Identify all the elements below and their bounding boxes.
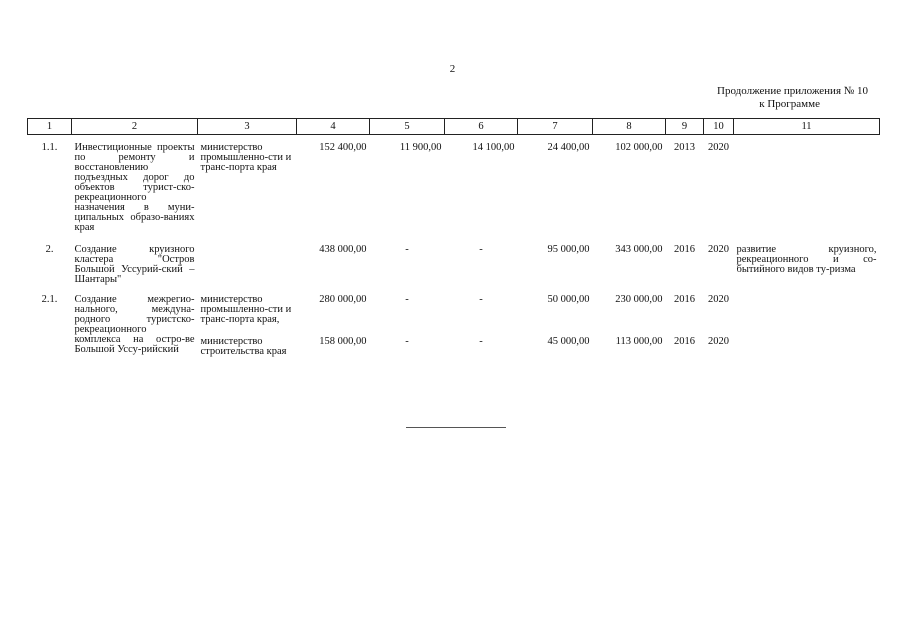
row-total: 280 000,00: [319, 294, 367, 305]
header-row: [28, 119, 880, 135]
appendix-caption: [0, 85, 868, 111]
row-name: Создание круизного кластера "Остров Большой Уссурий-ский – Шантары": [74, 244, 195, 285]
row-start-year: 2016: [674, 294, 695, 305]
row-result: развитие круизного, рекреационного и со-бытийного видов ту-ризма: [736, 244, 877, 275]
row-col6: -: [479, 244, 483, 255]
row-start-year: 2016: [674, 336, 695, 347]
col-header-10: 10: [704, 119, 734, 135]
row-col5: -: [405, 294, 409, 305]
row-name: Создание межрегио-нального, междуна-родного туристско-рекреационного комплекса на остро-ве Большой Уссу-рийский: [74, 294, 195, 355]
col-header-7: 7: [518, 119, 593, 135]
appendix-line-2: к Программе: [759, 98, 820, 110]
row-col6: -: [479, 294, 483, 305]
table-row: [28, 243, 880, 285]
row-result: [734, 141, 880, 233]
page-number: 2: [449, 63, 456, 75]
row-start-year: 2016: [674, 244, 695, 255]
row-start-year: 2013: [674, 142, 695, 153]
row-col5: -: [405, 336, 409, 347]
row-result: [734, 335, 880, 357]
col-header-3: 3: [198, 119, 297, 135]
row-end-year: 2020: [708, 336, 729, 347]
col-header-5: 5: [370, 119, 445, 135]
row-total: 152 400,00: [319, 142, 367, 153]
row-col5: 11 900,00: [399, 142, 442, 153]
col-header-4: 4: [297, 119, 370, 135]
row-executor: министерство строительства края: [200, 336, 287, 357]
footer-divider: [406, 427, 506, 428]
col-header-8: 8: [593, 119, 666, 135]
row-name: Инвестиционные проекты по ремонту и восстановлению подъездных дорог до объектов турист-ско-рекреационного назначения в муни-ципальных образо-ваниях края: [74, 142, 195, 233]
row-col5: -: [405, 244, 409, 255]
row-end-year: 2020: [708, 142, 729, 153]
row-col8: 230 000,00: [615, 294, 663, 305]
row-index: 2.1.: [41, 294, 58, 305]
row-col6: 14 100,00: [472, 142, 515, 153]
row-executor: министерство промышленно-сти и транс-порта края,: [200, 294, 292, 325]
row-executor: министерство промышленно-сти и транс-порта края: [200, 142, 292, 173]
row-total: 158 000,00: [319, 336, 367, 347]
row-end-year: 2020: [708, 244, 729, 255]
table-row: [28, 141, 880, 233]
col-header-1: 1: [28, 119, 72, 135]
row-end-year: 2020: [708, 294, 729, 305]
row-col8: 102 000,00: [615, 142, 663, 153]
col-header-6: 6: [445, 119, 518, 135]
row-col8: 113 000,00: [615, 336, 663, 347]
row-total: 438 000,00: [319, 244, 367, 255]
row-executor: [198, 243, 297, 285]
row-col7: 95 000,00: [547, 244, 590, 255]
row-col8: 343 000,00: [615, 244, 663, 255]
row-col6: -: [479, 336, 483, 347]
program-table: [27, 118, 880, 357]
row-col7: 50 000,00: [547, 294, 590, 305]
row-index: 2.: [45, 244, 54, 255]
col-header-2: 2: [72, 119, 198, 135]
row-col7: 24 400,00: [547, 142, 590, 153]
row-result: [734, 293, 880, 325]
row-index: 1.1.: [41, 142, 58, 153]
col-header-11: 11: [734, 119, 880, 135]
col-header-9: 9: [666, 119, 704, 135]
row-col7: 45 000,00: [547, 336, 590, 347]
appendix-line-1: Продолжение приложения № 10: [717, 85, 868, 97]
table-row: [28, 293, 880, 325]
